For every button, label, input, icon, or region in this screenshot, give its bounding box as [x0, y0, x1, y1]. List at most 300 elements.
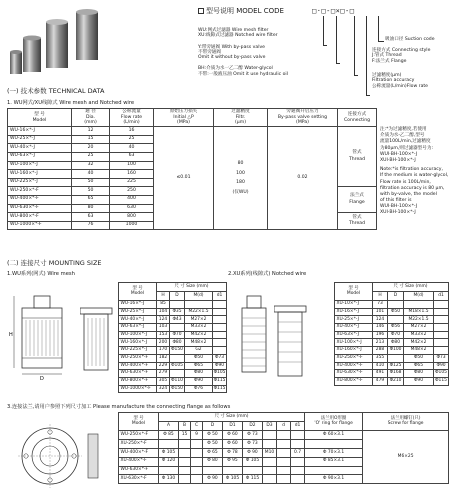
model-code-line: XU:线隙式过滤器 Notched wire filter: [198, 33, 278, 39]
wu-cell: WU-800×*-F: [119, 377, 157, 385]
model-code-title: 型号说明 MODEL CODE: [198, 6, 284, 16]
table-row: [335, 324, 449, 332]
cell-dia: 40: [72, 170, 110, 179]
note-line: Flow rate is 100L/min,: [380, 179, 431, 185]
flange-cell: [179, 457, 191, 466]
xu-cell: 479: [373, 377, 388, 385]
xu-cell: XU-10×*-J: [335, 301, 373, 309]
xu-cell: [434, 324, 449, 332]
xu-cell: [434, 308, 449, 316]
cell-bypass: 0.02: [268, 127, 338, 230]
cell-model: WU-800×*-F: [8, 213, 72, 222]
wu-cell: Φ90: [185, 377, 213, 385]
note-line: WUI·BH-100×*-J: [380, 204, 418, 210]
xu-cell: M27×2: [404, 324, 434, 332]
flange-cell: [191, 475, 203, 484]
wu-cell: 85: [157, 301, 170, 309]
cell-flow: 630: [110, 204, 154, 213]
table-row: [119, 370, 227, 378]
wu-cell: [170, 354, 185, 362]
flange-cell: [291, 439, 305, 448]
wu-cell: Φ50: [185, 354, 213, 362]
wu-cell: Φ35: [170, 308, 185, 316]
flange-cell: Φ 73: [243, 439, 263, 448]
wu-cell: [170, 324, 185, 332]
flange-cell: Φ 90×3.1: [305, 475, 363, 484]
flange-cell: XU-630×*-F: [119, 475, 159, 484]
cell-flow: 100: [110, 161, 154, 170]
xu-mount-table: [334, 282, 449, 386]
xu-cell: XU-400×*-F: [335, 362, 373, 370]
wu-cell: 124: [157, 316, 170, 324]
cell-model: WU-100×*-J: [8, 161, 72, 170]
flange-cell: [291, 431, 305, 440]
flange-cell: [263, 431, 277, 440]
header-d1: D1: [223, 422, 243, 431]
flange-cell: Φ 65: [203, 448, 223, 457]
wu-cell: M42×2: [185, 331, 213, 339]
xu-cell: Φ90: [404, 377, 434, 385]
table-row: [335, 354, 449, 362]
note-line: XUI·BH-100×*-J: [380, 157, 416, 163]
xu-cell: [388, 316, 404, 324]
table-row: [335, 339, 449, 347]
model-code-line: J:管式 Thread: [372, 53, 402, 59]
tech-header-row: [8, 109, 377, 127]
wu-cell: [170, 370, 185, 378]
wu-cell: [213, 316, 227, 324]
xu-cell: 213: [373, 339, 388, 347]
xu-cell: [404, 301, 434, 309]
table-row: [335, 331, 449, 339]
flange-cell: [191, 457, 203, 466]
xu-cell: XU-40×*-J: [335, 324, 373, 332]
model-code-line: 公称流量(L/min)Flow rate: [372, 83, 429, 89]
flange-cell: Φ 50: [203, 439, 223, 448]
xu-cell: XU-160×*-J: [335, 347, 373, 355]
wu-cell: [213, 301, 227, 309]
note-line: 注:*为过滤精度,若使用: [380, 127, 427, 132]
cell-model: WU-16×*-J: [8, 127, 72, 136]
cell-model: WU-225×*-J: [8, 178, 72, 187]
cell-pressure-loss: ≤0.01: [154, 127, 214, 230]
flange-cell: 15: [179, 431, 191, 440]
cell-dia: 12: [72, 127, 110, 136]
xu-cell: [434, 316, 449, 324]
cell-flow: 16: [110, 127, 154, 136]
table-row: [119, 301, 227, 309]
flange-cell: Φ 60: [223, 439, 243, 448]
wu-cell: 324: [157, 385, 170, 393]
model-code-line: 不带:一般液压油 Omit it use hydraulic oil: [198, 71, 288, 77]
flange-cell: Φ 85: [159, 431, 179, 440]
filtration-value: (仅WU): [232, 189, 249, 195]
cell-model: WU-63×*-J: [8, 152, 72, 161]
header-d2: D2: [243, 422, 263, 431]
table-row: [119, 324, 227, 332]
wu-cell: [213, 324, 227, 332]
flange-cell: WU-250×*-F: [119, 431, 159, 440]
cell-dia: 65: [72, 195, 110, 204]
wu-cell: Φ65: [185, 362, 213, 370]
xu-cell: Φ73: [434, 354, 449, 362]
wu-cell: Φ110: [170, 377, 185, 385]
xu-cell: Φ115: [434, 377, 449, 385]
table-row: [119, 339, 227, 347]
model-code-line: BH:介质为水一乙二醇 Water-glycol: [198, 66, 273, 72]
tech-subtitle: 1. WU网式/XU线隙式 Wire mesh and Notched wire: [7, 100, 135, 106]
table-row: [335, 362, 449, 370]
wu-cell: 103: [157, 324, 170, 332]
wu-cell: Φ105: [170, 362, 185, 370]
xu-cell: XU-16×*-J: [335, 308, 373, 316]
flange-cell: [179, 439, 191, 448]
cell-flow: 800: [110, 213, 154, 222]
flange-cell: M10: [263, 448, 277, 457]
filtration-value: 80: [237, 160, 244, 166]
header-connect: 连接方式 Connecting: [338, 109, 377, 127]
table-row: [119, 308, 227, 316]
note-line: XUI·BH-100×*-J: [380, 210, 416, 216]
model-code-line: 过滤精度(μm): [372, 73, 402, 78]
header-a: A: [159, 422, 179, 431]
flange-cell: [291, 466, 305, 475]
xu-cell: 355: [373, 354, 388, 362]
xu-cell: XU-25×*-J: [335, 316, 373, 324]
xu-cell: M33×2: [404, 331, 434, 339]
flange-cell: 0.7: [291, 448, 305, 457]
cell-dia: 15: [72, 135, 110, 144]
wu-cell: [185, 301, 213, 309]
wu-cell: 200: [157, 339, 170, 347]
note-line: 为80μm,则过滤器型号为:: [380, 145, 434, 151]
cell-dia: 76: [72, 221, 110, 230]
table-row: [335, 370, 449, 378]
mount-title: (二) 连接尺寸 MOUNTING SIZE: [7, 259, 102, 267]
cell-model: WU-160×*-J: [8, 170, 72, 179]
wu-cell: Φ115: [213, 385, 227, 393]
xu-cell: Φ210: [388, 377, 404, 385]
header-size: 尺 寸 Size (mm): [373, 283, 449, 292]
table-row: [119, 362, 227, 370]
wu-cell: 229: [157, 362, 170, 370]
table-row: [119, 331, 227, 339]
model-code-line: Filtration accuracy: [372, 78, 415, 84]
wu-cell: M22×1.5: [185, 308, 213, 316]
wu-cell: 279: [157, 370, 170, 378]
wu-cell: [213, 347, 227, 355]
note-line: filtration accuracy is 80 μm,: [380, 185, 445, 191]
xu-cell: [434, 339, 449, 347]
cell-dia: 80: [72, 204, 110, 213]
table-row: [335, 316, 449, 324]
xu-cell: [434, 301, 449, 309]
cell-filtration: [214, 127, 268, 230]
header-size: 尺 寸 Size (mm): [159, 413, 305, 422]
wu-cell: WU-16×*-J: [119, 301, 157, 309]
flange-cell: [305, 466, 363, 475]
flange-screw-cell: M6×25: [363, 431, 449, 484]
table-row: [119, 316, 227, 324]
flange-cell: XU-400×*-F: [119, 457, 159, 466]
wu-cell: [213, 331, 227, 339]
note-line: 介质为水-乙二醇,型号: [380, 133, 425, 139]
xu-cell: 73: [373, 301, 388, 309]
header-d: D: [388, 292, 404, 301]
note-line: Note:*is filtration accuracy,: [380, 167, 443, 173]
flange-cell: [191, 466, 203, 475]
wu-cell: [213, 339, 227, 347]
flange-cell: Φ 80: [203, 457, 223, 466]
header-c: C: [191, 422, 203, 431]
xu-cell: Φ168: [388, 370, 404, 378]
flange-cell: Φ 70×3.1: [305, 448, 363, 457]
xu-cell: M42×2: [404, 339, 434, 347]
cell-connect-thread-2: 管式 Thread: [338, 213, 377, 230]
flange-cell: Φ 50: [203, 431, 223, 440]
header-h: H: [373, 292, 388, 301]
wu-cell: Φ105: [213, 370, 227, 378]
flange-cell: [223, 466, 243, 475]
svg-text:D: D: [40, 376, 44, 382]
cell-connect-thread: 管式 Thread: [338, 127, 377, 187]
cell-flow: 160: [110, 170, 154, 179]
wu-cell: Φ90: [213, 362, 227, 370]
wu-cell: WU-1000×*-F: [119, 385, 157, 393]
xu-cell: XU-800×*-F: [335, 377, 373, 385]
xu-cell: Φ80: [388, 339, 404, 347]
cell-flow: 63: [110, 152, 154, 161]
wu-cell: 170: [157, 347, 170, 355]
header-model: 型 号 Model: [119, 413, 159, 431]
header-flow: 公称流量 Flow rate (L/min): [110, 109, 154, 127]
flange-cell: XU-250×*-F: [119, 439, 159, 448]
cell-model: WU-250×*-F: [8, 187, 72, 196]
xu-cell: Φ90: [434, 362, 449, 370]
flange-cell: Φ 105: [243, 457, 263, 466]
flange-cell: [277, 439, 291, 448]
header-filtr: 过滤精度 Filtr. (μm): [214, 109, 268, 127]
flange-cell: Φ 60×3.1: [305, 431, 363, 440]
header-dia: 通 径 Dia. (mm): [72, 109, 110, 127]
wu-cell: WU-40×*-J: [119, 316, 157, 324]
table-row: [119, 431, 449, 440]
note-line: 流量100L/min,过滤精度: [380, 139, 431, 145]
model-code-right-1: [385, 37, 435, 42]
header-d: D: [203, 422, 223, 431]
header-bypass: 旁通阀开启压力 By-pass valve setting (MPa): [268, 109, 338, 127]
wu-cell: Φ115: [213, 377, 227, 385]
wu-cell: [213, 308, 227, 316]
flange-cell: [277, 448, 291, 457]
cell-flow: 25: [110, 135, 154, 144]
xu-cell: M48×2: [404, 347, 434, 355]
xu-cell: Φ80: [404, 370, 434, 378]
flange-cell: [263, 466, 277, 475]
flange-cell: [263, 457, 277, 466]
wu-cell: 153: [157, 331, 170, 339]
header-h: H: [157, 292, 170, 301]
header-b: B: [179, 422, 191, 431]
header-model: 型 号 Model: [8, 109, 72, 127]
wu-cell: Φ150: [170, 347, 185, 355]
flange-cell: [179, 475, 191, 484]
header-md: M(d): [185, 292, 213, 301]
flange-cell: [159, 466, 179, 475]
model-code-left-lines: [198, 28, 288, 77]
flange-cell: Φ 105: [223, 475, 243, 484]
tech-table: [7, 108, 377, 230]
model-code-pattern: □·□-□×□-□: [312, 7, 355, 15]
note-line: with by-valve, the model: [380, 191, 437, 197]
header-screw: 法兰用螺钉(只) Screw for flange: [363, 413, 449, 431]
flange-cell: Φ 130: [159, 475, 179, 484]
wu-cell: [170, 301, 185, 309]
xu-cell: [388, 301, 404, 309]
bracket-line: [323, 16, 327, 46]
table-row: [335, 308, 449, 316]
flange-title: 3.连接法兰,请用户参照下列尺寸加工 Please manufacture the connecting flange as follows: [7, 404, 231, 410]
tech-title: (一) 技术参数 TECHNICAL DATA: [7, 87, 105, 95]
flange-cell: [191, 439, 203, 448]
flange-cell: [203, 466, 223, 475]
flange-cell: [179, 448, 191, 457]
flange-cell: Φ 85×3.1: [305, 457, 363, 466]
flange-cell: Φ 78: [223, 448, 243, 457]
mount-xu-label: 2.XU系列(线隙式) Notched wire: [228, 271, 307, 277]
flange-cell: [291, 457, 305, 466]
table-row: [8, 127, 377, 136]
header-oring: 法兰用O形圈 'O' ring for flange: [305, 413, 363, 431]
cell-model: WU-25×*-J: [8, 135, 72, 144]
header-d: D: [170, 292, 185, 301]
flange-cell: Φ 120: [159, 457, 179, 466]
wu-cell: M48×2: [185, 339, 213, 347]
table-row: [335, 301, 449, 309]
header-d1: d1: [213, 292, 227, 301]
model-code-line: 吸油口径 Suction code: [385, 37, 435, 42]
flange-table: [118, 412, 449, 484]
table-row: [119, 347, 227, 355]
note-line: WUI·BH-100×*-J: [380, 151, 418, 157]
wu-cell: Φ70: [170, 331, 185, 339]
xu-cell: Φ50: [388, 308, 404, 316]
table-row: [119, 385, 227, 393]
flange-cell: [277, 431, 291, 440]
flange-cell: [243, 466, 263, 475]
flange-cell: [159, 439, 179, 448]
xu-cell: M22×1.5: [404, 316, 434, 324]
xu-cell: Φ50: [404, 354, 434, 362]
wu-cell: 182: [157, 354, 170, 362]
xu-cell: XU-630×*-F: [335, 370, 373, 378]
wu-cell: Φ73: [213, 354, 227, 362]
cell-model: WU-630×*-F: [8, 204, 72, 213]
header-e: d1: [291, 422, 305, 431]
header-md: M(d): [404, 292, 434, 301]
table-row: [119, 377, 227, 385]
flange-cell: [263, 439, 277, 448]
cell-dia: 50: [72, 187, 110, 196]
flange-cell: [277, 475, 291, 484]
wu-cell: M27×2: [185, 316, 213, 324]
xu-cell: 146: [373, 324, 388, 332]
xu-cell: 196: [373, 331, 388, 339]
wu-cell: WU-400×*-F: [119, 362, 157, 370]
model-code-line: Omit it without by-pass valve: [198, 55, 266, 61]
wu-cell: 305: [157, 377, 170, 385]
wu-cell: Φ150: [170, 385, 185, 393]
xu-cell: [434, 347, 449, 355]
xu-cell: Φ125: [388, 362, 404, 370]
cell-dia: 63: [72, 213, 110, 222]
cell-model: WU-1000×*-F: [8, 221, 72, 230]
wu-filter-diagram: [8, 288, 78, 382]
mount-wu-label: 1.WU系列(网式) Wire mesh: [7, 271, 75, 277]
flange-cell: Φ 95: [223, 457, 243, 466]
xu-cell: M18×1.5: [404, 308, 434, 316]
wu-cell: WU-63×*-J: [119, 324, 157, 332]
flange-diagram: [10, 416, 106, 490]
flange-cell: Φ 90: [243, 448, 263, 457]
header-dd: d: [277, 422, 291, 431]
bracket-line: [336, 16, 340, 64]
product-photo: [6, 8, 111, 76]
wu-cell: M33×2: [185, 324, 213, 332]
header-loss: 原始压力损失 Initial △P (MPa): [154, 109, 214, 127]
wu-cell: 104: [157, 308, 170, 316]
flange-cell: [277, 466, 291, 475]
wu-cell: WU-25×*-J: [119, 308, 157, 316]
flange-cell: [179, 466, 191, 475]
flange-cell: [191, 448, 203, 457]
xu-cell: Φ65: [404, 362, 434, 370]
xu-cell: [388, 354, 404, 362]
cell-dia: 50: [72, 178, 110, 187]
flange-cell: [291, 475, 305, 484]
bracket-line: [354, 16, 358, 76]
header-model: 型 号 Model: [335, 283, 373, 301]
flange-cell: [305, 439, 363, 448]
xu-cell: [434, 331, 449, 339]
tech-notes: [380, 127, 448, 217]
xu-cell: XU-100×*-J: [335, 339, 373, 347]
header-d1: d1: [434, 292, 449, 301]
flange-cell: [277, 457, 291, 466]
cell-flow: 400: [110, 195, 154, 204]
wu-flange-diagram: [80, 300, 116, 378]
xu-cell: XU-63×*-J: [335, 331, 373, 339]
filtration-value: 100: [236, 170, 245, 176]
xu-cell: Φ56: [388, 324, 404, 332]
flange-cell: Φ 60: [223, 431, 243, 440]
flange-cell: 9: [191, 431, 203, 440]
model-code-line: Y:带旁通阀 With by-pass valve: [198, 44, 266, 50]
wu-cell: G2: [185, 347, 213, 355]
filtration-value: 180: [236, 180, 245, 186]
wu-cell: Φ80: [185, 370, 213, 378]
xu-flange-diagram: [274, 296, 310, 382]
cell-connect-flange: 法兰式 Flange: [338, 187, 377, 213]
xu-filter-diagram: [236, 288, 272, 382]
flange-cell: Φ 105: [159, 448, 179, 457]
wu-cell: WU-225×*-J: [119, 347, 157, 355]
note-line: If the medium is water-glycol,: [380, 173, 449, 179]
flange-cell: Φ 115: [243, 475, 263, 484]
wu-mount-table: [118, 282, 227, 393]
bracket-line: [366, 16, 370, 96]
bracket-line: [378, 16, 384, 42]
